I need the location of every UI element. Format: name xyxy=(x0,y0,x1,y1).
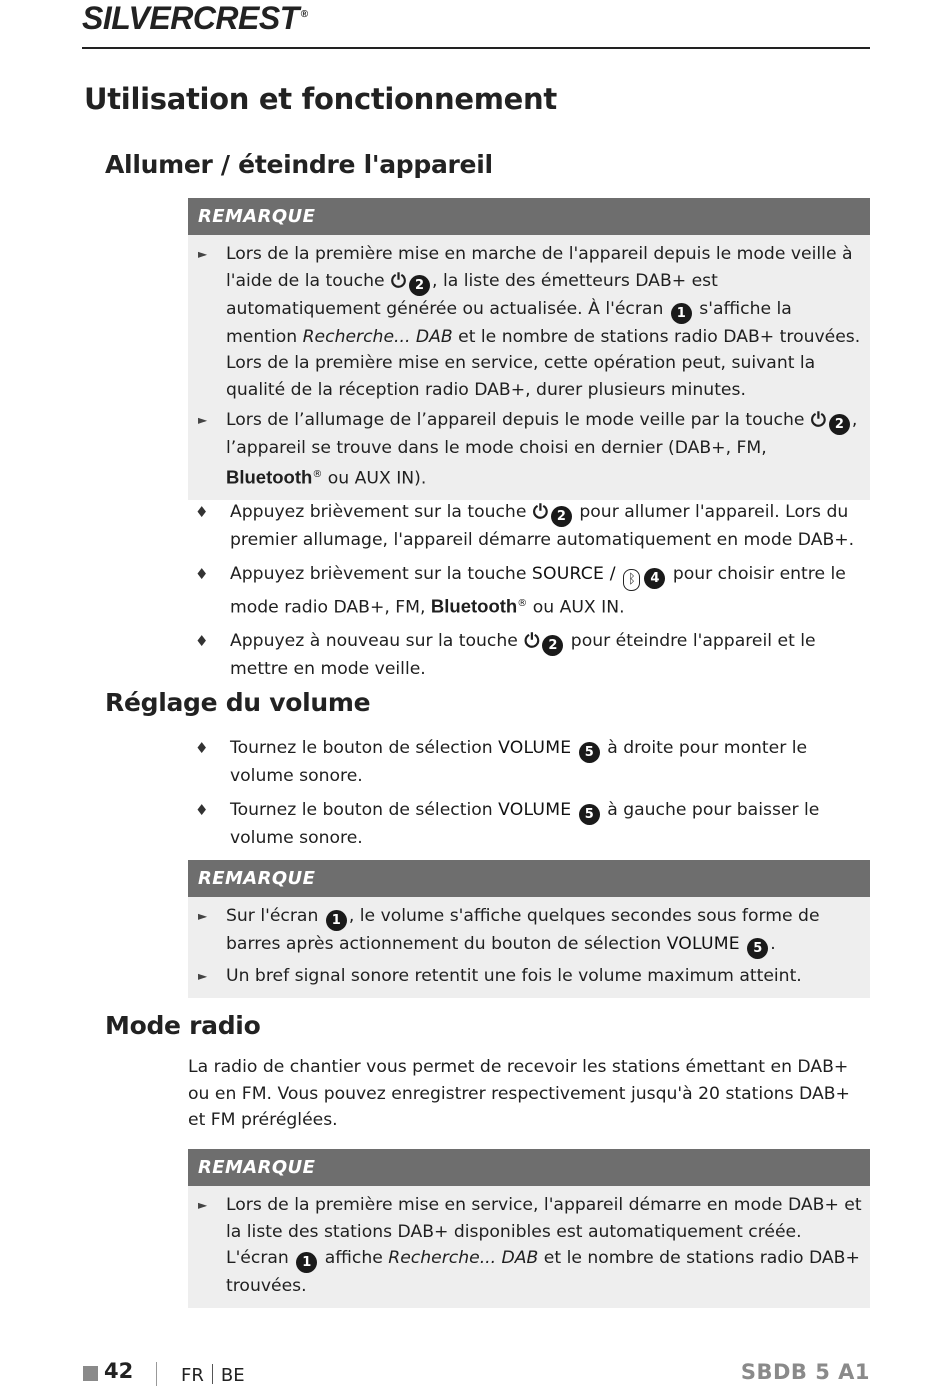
list-item: ♦ Appuyez brièvement sur la touche ⏻ 2 pour allumer l'appareil. Lors du premier allumage, l'appareil démarre automatiquement en mode DAB+. xyxy=(195,501,855,550)
note-item: ► Lors de la première mise en marche de l'appareil depuis le mode veille à l'aide de la touche ⏻ 2 , la liste des émetteurs DAB+ est automatiquement générée ou actualisée. À l'écran 1 s'affiche la mention Recherche... DAB et le nombre de stations radio DAB+ trouvées. Lors de la première mise en service, cette opération peut, suivant la qualité de la réception radio DAB+, durer plusieurs minutes. xyxy=(198,241,862,403)
section-title-volume: Réglage du volume xyxy=(105,688,371,717)
bluetooth-wordmark: Bluetooth xyxy=(430,595,518,617)
note-label: REMARQUE xyxy=(188,860,870,897)
ref-badge-volume: 5 xyxy=(579,804,600,825)
note-item: ► Un bref signal sonore retentit une fois le volume maximum atteint. xyxy=(198,963,862,990)
brand-logo: SILVERCREST ® xyxy=(82,0,308,36)
bullet-icon: ♦ xyxy=(195,631,209,650)
radio-intro: La radio de chantier vous permet de recevoir les stations émettant en DAB+ ou en FM. Vous pouvez enregistrer respectivement jusqu'à 20 stations DAB+ et FM préréglées. xyxy=(188,1057,850,1131)
language-codes: FR BE xyxy=(181,1365,245,1386)
arrow-icon: ► xyxy=(198,413,208,428)
power-icon: ⏻ xyxy=(391,269,407,292)
ref-badge-power: 2 xyxy=(829,414,850,435)
power-icon: ⏻ xyxy=(810,409,826,432)
ref-badge-power: 2 xyxy=(542,635,563,656)
header-rule xyxy=(82,47,870,49)
bullet-icon: ♦ xyxy=(195,503,209,521)
page-number: 42 xyxy=(104,1359,134,1383)
ref-badge-display: 1 xyxy=(296,1252,317,1273)
steps-power xyxy=(195,499,873,690)
section-title-radio: Mode radio xyxy=(105,1011,261,1040)
ref-badge-display: 1 xyxy=(326,910,347,931)
list-item: ♦ Tournez le bouton de sélection VOLUME 5 à gauche pour baisser le volume sonore. xyxy=(195,797,873,852)
bluetooth-icon: ᛒ xyxy=(623,569,640,591)
section-title-power: Allumer / éteindre l'appareil xyxy=(105,150,493,179)
footer-square xyxy=(83,1366,98,1381)
footer-divider xyxy=(156,1362,157,1386)
note-item: ► Lors de la première mise en service, l'appareil démarre en mode DAB+ et la liste des stations DAB+ disponibles est automatiquement créée. L'écran 1 affiche Recherche... DAB et le nombre de stations radio DAB+ trouvées. xyxy=(198,1192,862,1300)
ref-badge-volume: 5 xyxy=(579,742,600,763)
bullet-icon: ♦ xyxy=(195,564,209,583)
power-icon: ⏻ xyxy=(532,501,548,523)
list-item: ♦ Appuyez brièvement sur la touche SOURCE / ᛒ 4 pour choisir entre le mode radio DAB+, FM, Bluetooth® ou AUX IN. xyxy=(195,561,873,621)
arrow-icon: ► xyxy=(198,969,208,983)
note-label: REMARQUE xyxy=(188,1149,870,1186)
note-item: ► Lors de l’allumage de l’appareil depuis le mode veille par la touche ⏻ 2 , l’appareil se trouve dans le mode choisi en dernier (DAB+, FM, Bluetooth® ou AUX IN). xyxy=(198,409,858,489)
ref-badge-power: 2 xyxy=(409,275,430,296)
ref-badge-source: 4 xyxy=(644,568,665,589)
arrow-icon: ► xyxy=(198,1198,208,1212)
power-icon: ⏻ xyxy=(524,629,540,652)
list-item: ♦ Tournez le bouton de sélection VOLUME 5 à droite pour monter le volume sonore. xyxy=(195,735,873,790)
ref-badge-display: 1 xyxy=(671,303,692,324)
steps-volume xyxy=(195,735,873,858)
note-box-radio xyxy=(188,1149,870,1308)
arrow-icon: ► xyxy=(198,909,208,923)
bullet-icon: ♦ xyxy=(195,739,209,757)
arrow-icon: ► xyxy=(198,247,208,261)
model-number: SBDB 5 A1 xyxy=(740,1360,870,1384)
bullet-icon: ♦ xyxy=(195,800,209,819)
ref-badge-volume: 5 xyxy=(747,938,768,959)
ref-badge-power: 2 xyxy=(551,506,572,527)
note-item: ► Sur l'écran 1 , le volume s'affiche quelques secondes sous forme de barres après actionnement du bouton de sélection VOLUME 5 . xyxy=(198,903,862,959)
page-title: Utilisation et fonctionnement xyxy=(84,82,557,116)
note-box-volume xyxy=(188,860,870,998)
bluetooth-wordmark: Bluetooth xyxy=(226,466,313,488)
list-item: ♦ Appuyez à nouveau sur la touche ⏻ 2 pour éteindre l'appareil et le mettre en mode veille. xyxy=(195,629,816,679)
note-label: REMARQUE xyxy=(188,198,870,235)
note-box-power xyxy=(188,198,870,500)
